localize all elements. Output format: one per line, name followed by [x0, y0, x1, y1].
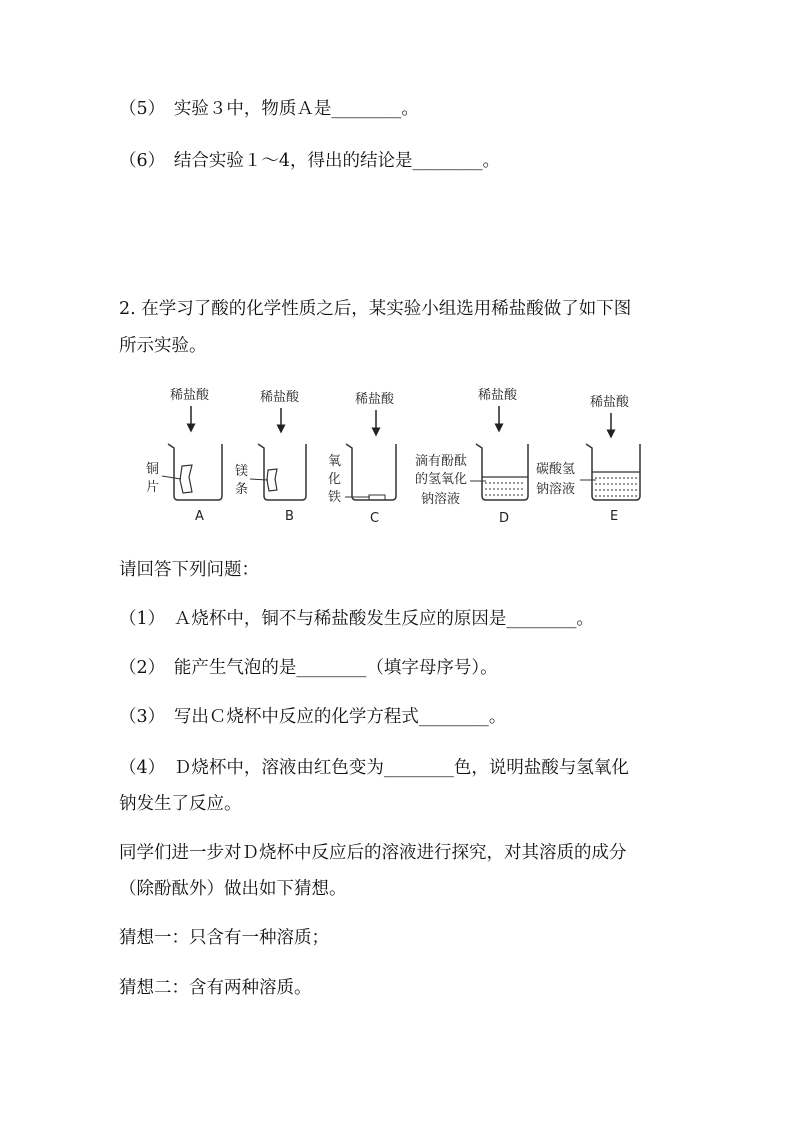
problem-2-stem-line-2: 所示实验。: [119, 336, 207, 356]
acid-label-a: 稀盐酸: [170, 388, 210, 403]
beaker-d: [415, 387, 528, 526]
side-label-b-2: 条: [235, 482, 249, 497]
side-label-b-1: 镁: [235, 464, 249, 479]
side-label-c-2: 化: [328, 472, 342, 487]
beaker-b: [235, 389, 306, 524]
copper-strip: [180, 465, 192, 493]
acid-label-c: 稀盐酸: [355, 392, 395, 407]
beaker-e: [536, 394, 640, 524]
beaker-c: [328, 391, 396, 526]
beaker-letter-a: A: [195, 509, 204, 524]
acid-label-b: 稀盐酸: [260, 390, 300, 405]
side-label-c-1: 氧: [328, 454, 342, 469]
beaker-letter-b: B: [285, 509, 294, 524]
side-label-e-2: 钠溶液: [536, 482, 576, 497]
acid-label-d: 稀盐酸: [478, 388, 518, 403]
question-1: （1） Ａ烧杯中，铜不与稀盐酸发生反应的原因是________。: [119, 609, 594, 629]
guess-1: 猜想一：只含有一种溶质；: [119, 928, 329, 948]
problem-2-stem-line-1: 2. 在学习了酸的化学性质之后，某实验小组选用稀盐酸做了如下图: [119, 299, 632, 319]
side-label-a-2: 片: [146, 480, 160, 495]
question-4-line-1: （4） Ｄ烧杯中，溶液由红色变为________色，说明盐酸与氢氧化: [119, 758, 629, 778]
side-label-c-3: 铁: [328, 490, 342, 505]
question-6: （6） 结合实验１～4，得出的结论是________。: [119, 151, 501, 171]
beaker-c-body: [346, 444, 396, 500]
side-label-d-1: 滴有酚酞: [415, 454, 468, 469]
guess-2: 猜想二：含有两种溶质。: [119, 978, 312, 998]
beaker-letter-c: C: [370, 511, 380, 526]
question-4-line-2: 钠发生了反应。: [119, 794, 242, 814]
side-label-e-1: 碳酸氢: [536, 462, 576, 477]
beaker-a-body: [168, 444, 222, 500]
side-label-d-2: 的氢氧化: [415, 472, 468, 487]
questions-intro: 请回答下列问题：: [119, 560, 259, 580]
inquiry-line-1: 同学们进一步对Ｄ烧杯中反应后的溶液进行探究，对其溶质的成分: [119, 843, 627, 863]
beaker-diagram: [140, 382, 660, 530]
beaker-letter-e: E: [610, 509, 619, 524]
acid-label-e: 稀盐酸: [590, 395, 630, 410]
beaker-b-body: [258, 444, 306, 500]
beaker-a: [146, 387, 222, 524]
question-2: （2） 能产生气泡的是________（填字母序号）。: [119, 658, 498, 678]
question-3: （3） 写出Ｃ烧杯中反应的化学方程式________。: [119, 707, 507, 727]
side-label-d-3: 钠溶液: [421, 492, 461, 507]
inquiry-line-2: （除酚酞外）做出如下猜想。: [119, 879, 347, 899]
beaker-d-body: [476, 444, 528, 500]
side-label-a-1: 铜: [146, 462, 160, 477]
beaker-letter-d: D: [499, 511, 510, 526]
experiment-figure: [140, 382, 660, 530]
question-5: （5） 实验３中，物质Ａ是________。: [119, 99, 419, 119]
magnesium-strip: [267, 469, 277, 491]
